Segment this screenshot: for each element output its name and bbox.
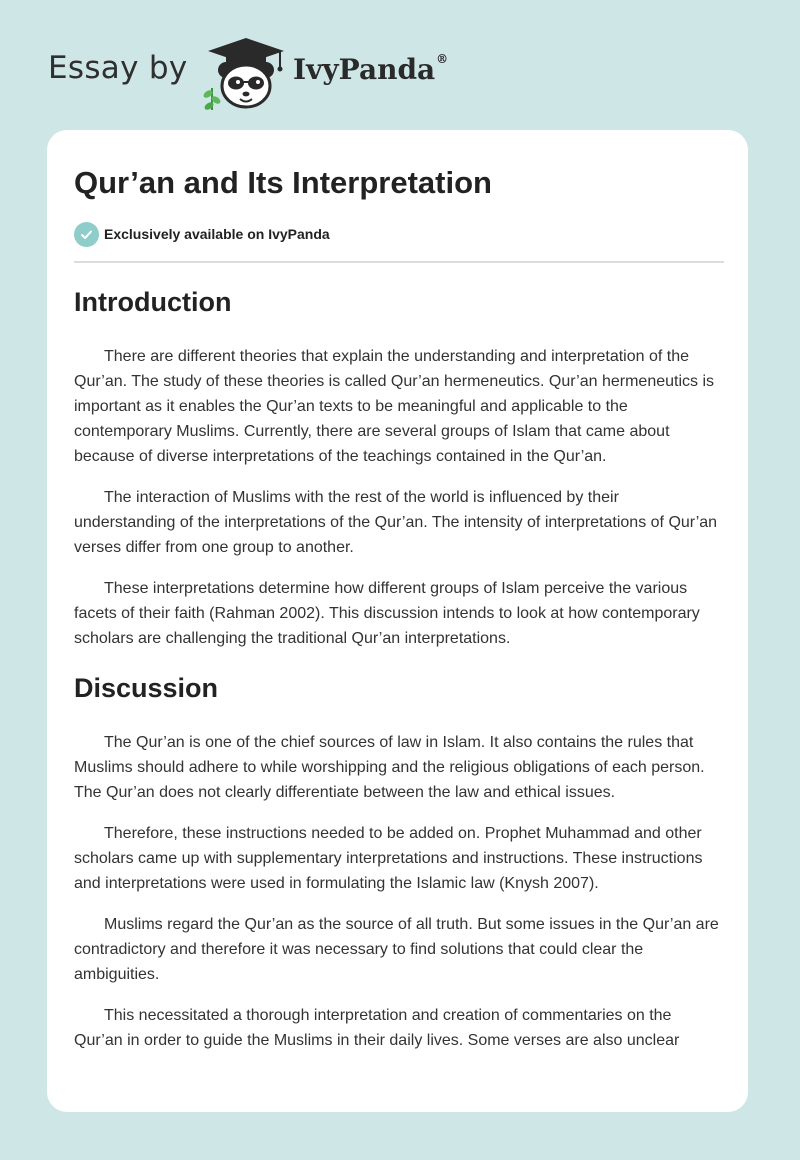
registered-mark: ®	[436, 51, 449, 66]
title-divider	[74, 261, 724, 263]
section-heading-discussion: Discussion	[74, 673, 219, 703]
paragraph: The Qur’an is one of the chief sources of law in Islam. It also contains the rules that Muslims should adhere to while worshipping and the religious obligations of each person. The Qur’an does not clearly differentiate between the law and ethical issues.	[74, 734, 705, 801]
exclusive-badge	[74, 220, 724, 248]
paragraph: Muslims regard the Qur’an as the source of all truth. But some issues in the Qur’an are contradictory and therefore it was necessary to find solutions that could clear the ambiguities.	[74, 916, 719, 983]
brand-name[interactable]	[293, 53, 448, 86]
essay-content	[74, 162, 724, 1053]
panda-logo-icon[interactable]	[200, 36, 292, 112]
paragraph: This necessitated a thorough interpretation and creation of commentaries on the Qur’an in order to guide the Muslims in their daily lives. Some verses are also unclear	[74, 1007, 680, 1049]
site-header	[0, 0, 800, 120]
essay-title: Qur’an and Its Interpretation	[74, 165, 492, 200]
paragraph: Therefore, these instructions needed to be added on. Prophet Muhammad and other scholars came up with supplementary interpretations and instructions. These instructions and interpretations were used in formulating the Islamic law (Knysh 2007).	[74, 825, 703, 892]
paragraph: These interpretations determine how different groups of Islam perceive the various facets of their faith (Rahman 2002). This discussion intends to look at how contemporary scholars are challenging the traditional Qur’an interpretations.	[74, 580, 700, 647]
exclusive-label: Exclusively available on IvyPanda	[104, 226, 330, 242]
essay-by-label: Essay by	[48, 50, 188, 86]
essay-card	[47, 130, 748, 1112]
brand-name-text: IvyPanda	[293, 53, 436, 86]
check-icon	[74, 222, 99, 247]
section-heading-introduction: Introduction	[74, 287, 232, 317]
paragraph: The interaction of Muslims with the rest of the world is influenced by their understanding of the interpretations of the Qur’an. The intensity of interpretations of Qur’an verses differ from one group to another.	[74, 489, 718, 556]
paragraph: There are different theories that explain the understanding and interpretation of the Qur’an. The study of these theories is called Qur’an hermeneutics. Qur’an hermeneutics is important as it enables the Qur’an texts to be meaningful and applicable to the contemporary Muslims. Currently, there are several groups of Islam that came about because of diverse interpretations of the teachings contained in the Qur’an.	[74, 348, 715, 465]
